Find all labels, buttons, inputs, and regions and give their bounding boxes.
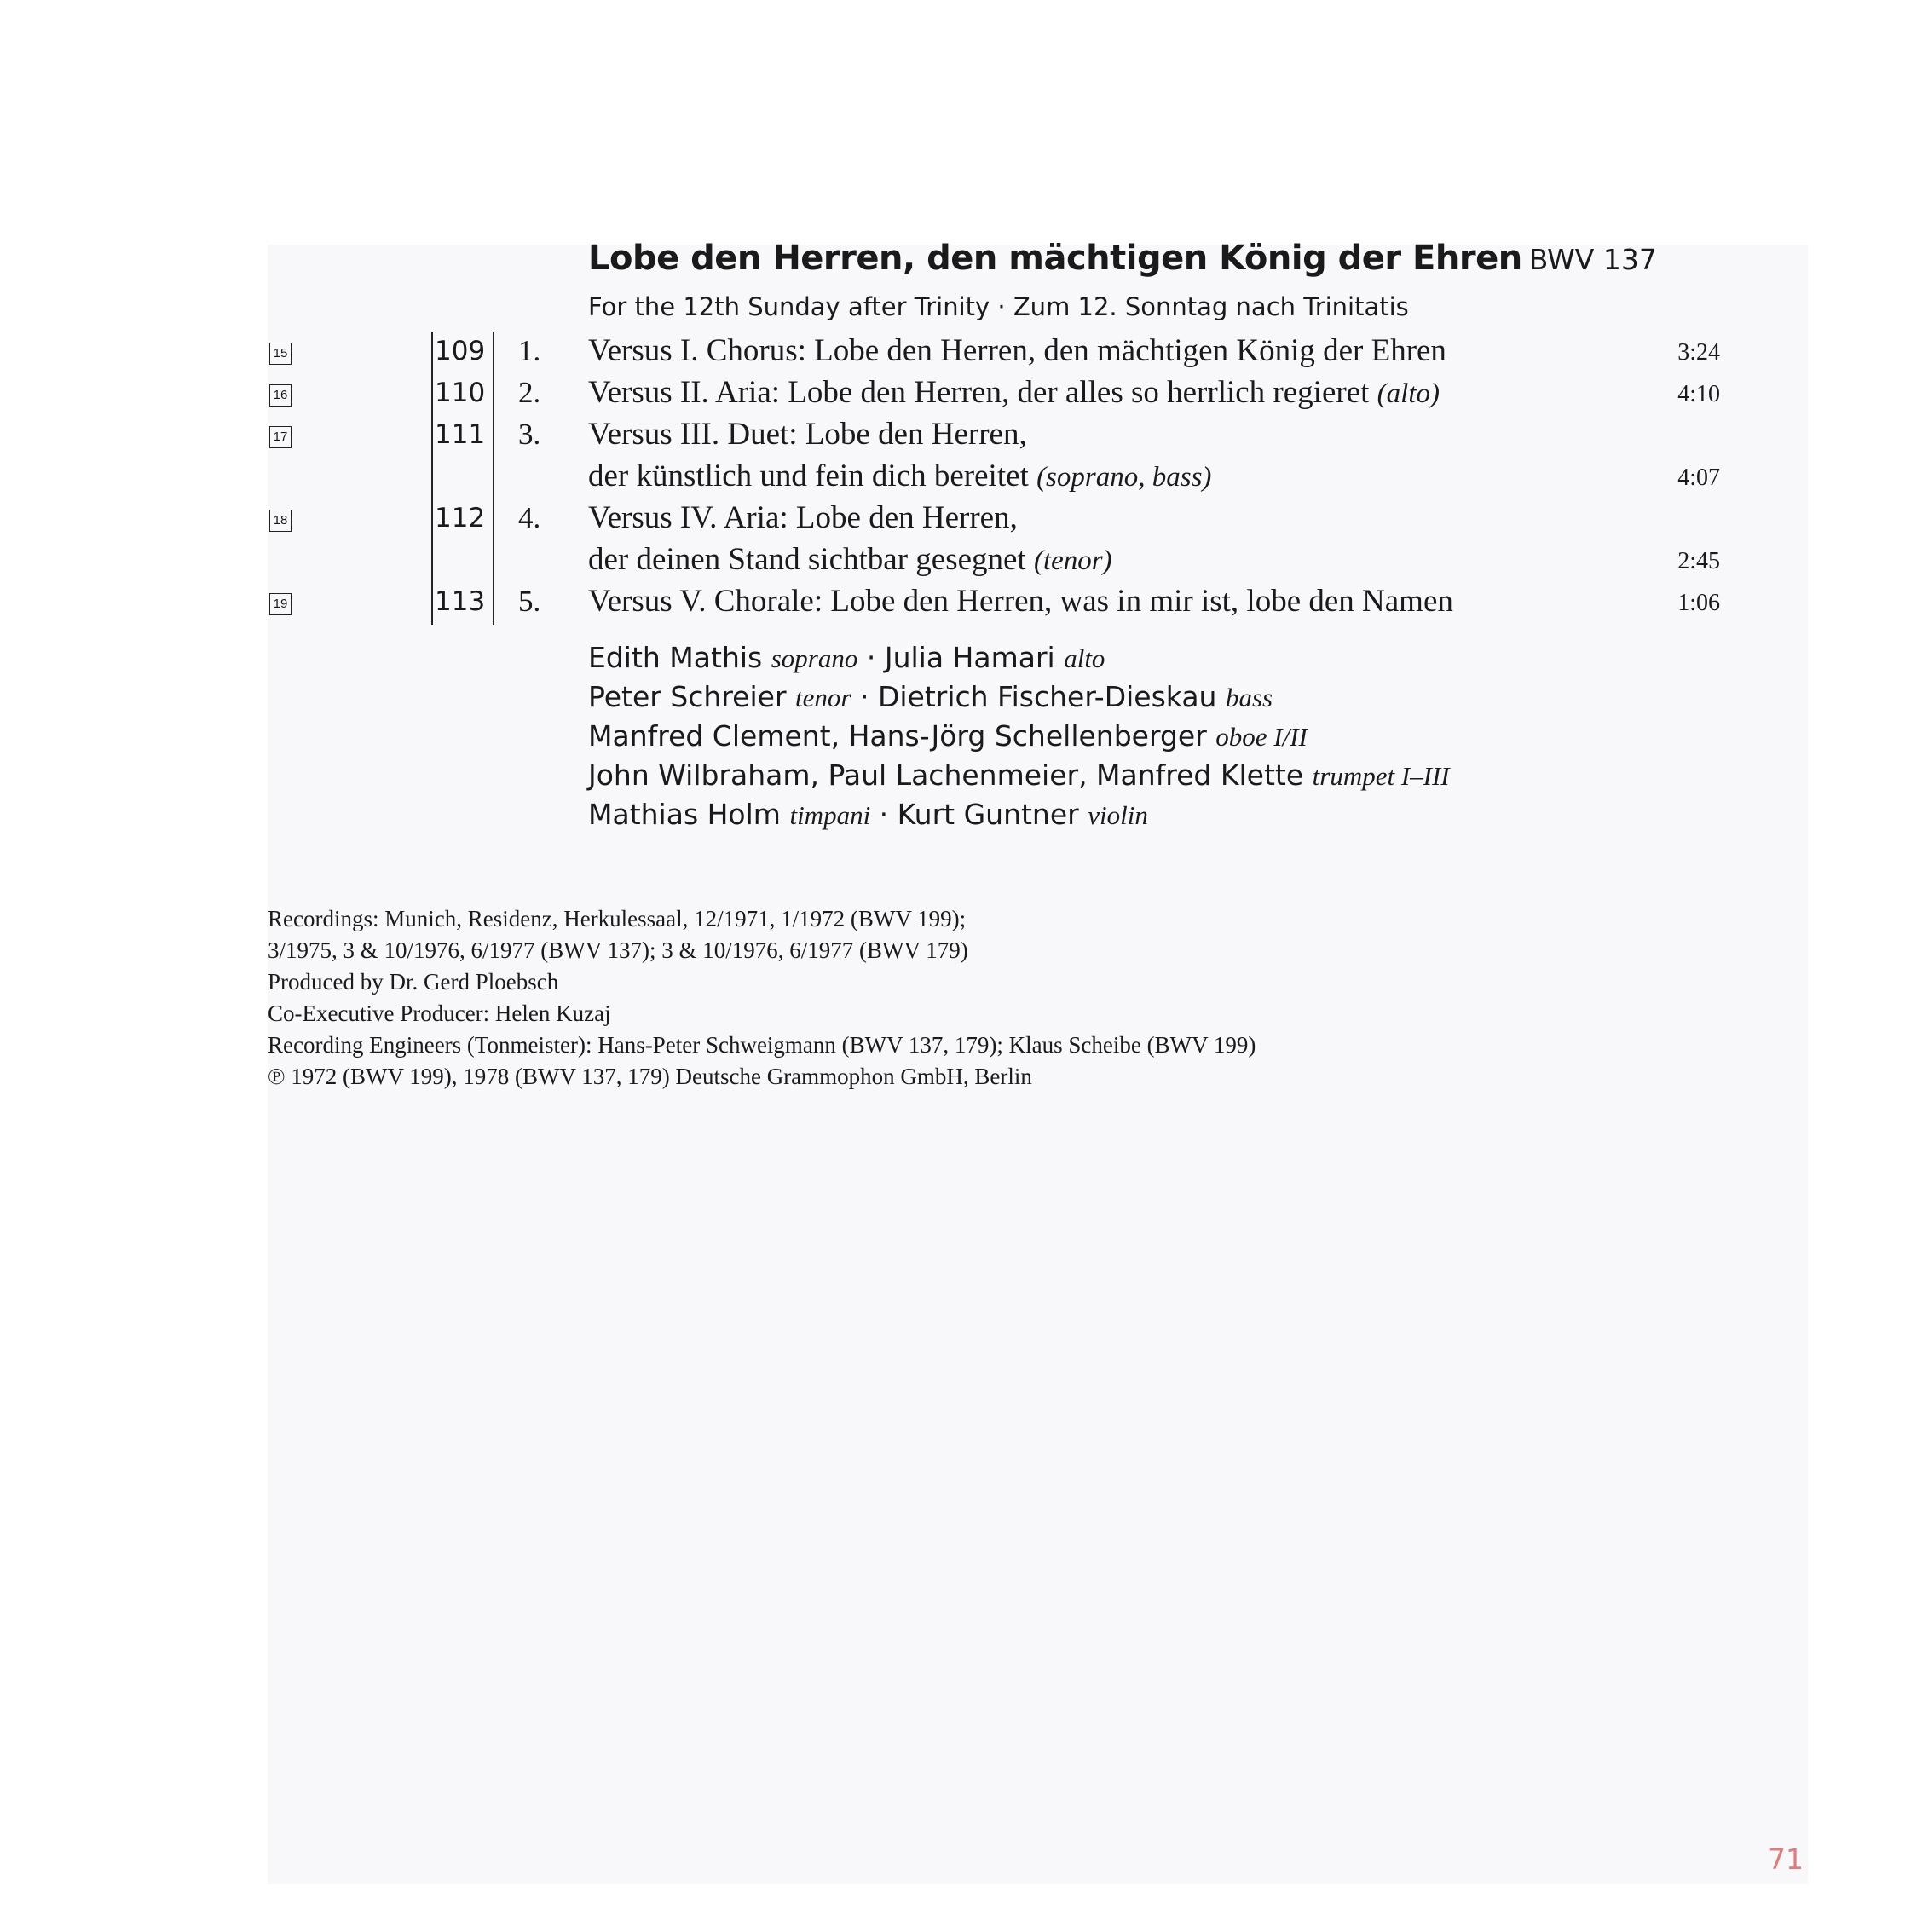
credit-line: 3/1975, 3 & 10/1976, 6/1977 (BWV 137); 3 & 10/1976, 6/1977 (BWV 179): [268, 937, 968, 963]
track-index: 112: [435, 503, 486, 533]
track-divider-right: [493, 332, 494, 374]
track-row: [0, 332, 1905, 374]
track-index: 110: [435, 378, 486, 408]
credit-line: Co-Executive Producer: Helen Kuzaj: [268, 1001, 611, 1026]
work-heading: [588, 239, 1657, 278]
track-index: 113: [435, 586, 486, 617]
performer-line: Peter Schreier tenor · Dietrich Fischer-Dieskau bass: [588, 680, 1273, 713]
movement-title: Versus IV. Aria: Lobe den Herren,: [588, 500, 1018, 535]
track-divider-left: [431, 332, 433, 374]
track-index: 111: [435, 419, 486, 450]
movement-title: Versus V. Chorale: Lobe den Herren, was in mir ist, lobe den Namen: [588, 584, 1453, 619]
movement-voice: (soprano, bass): [1036, 462, 1212, 493]
track-index: 109: [435, 336, 486, 366]
movement-duration: 2:45: [1677, 548, 1720, 574]
movement-title: Versus III. Duet: Lobe den Herren,: [588, 417, 1027, 452]
track-row-continued: [0, 458, 1905, 499]
movement-number: 5.: [518, 585, 541, 618]
movement-title: Versus I. Chorus: Lobe den Herren, den mächtigen König der Ehren: [588, 333, 1446, 368]
work-occasion: For the 12th Sunday after Trinity · Zum 12. Sonntag nach Trinitatis: [588, 292, 1409, 321]
movement-title: Versus II. Aria: Lobe den Herren, der alles so herrlich regieret (alto): [588, 375, 1440, 410]
movement-voice: (alto): [1377, 378, 1440, 409]
page-number: 71: [1768, 1843, 1804, 1876]
work-catalogue-number: BWV 137: [1528, 243, 1657, 276]
track-row: [0, 416, 1905, 458]
performer-line: John Wilbraham, Paul Lachenmeier, Manfred Klette trumpet I–III: [588, 758, 1450, 792]
cd-track-number: 15: [269, 343, 292, 365]
movement-title-line2: der künstlich und fein dich bereitet (soprano, bass): [588, 458, 1212, 493]
credit-line: Recordings: Munich, Residenz, Herkulessaal, 12/1971, 1/1972 (BWV 199);: [268, 906, 967, 931]
track-row-continued: [0, 541, 1905, 583]
track-divider-left: [431, 583, 433, 625]
movement-title-line2: der deinen Stand sichtbar gesegnet (tenor): [588, 542, 1112, 577]
movement-duration: 4:10: [1677, 381, 1720, 407]
movement-number: 1.: [518, 334, 541, 367]
credit-line: ℗ 1972 (BWV 199), 1978 (BWV 137, 179) Deutsche Grammophon GmbH, Berlin: [268, 1064, 1032, 1089]
cd-track-number: 16: [269, 384, 292, 407]
recording-credits: [268, 903, 1256, 1093]
performer-line: Manfred Clement, Hans-Jörg Schellenberger oboe I/II: [588, 719, 1308, 753]
track-row: [0, 499, 1905, 541]
movement-duration: 3:24: [1677, 339, 1720, 366]
cd-track-number: 17: [269, 426, 292, 448]
track-divider-right: [493, 583, 494, 625]
track-row: [0, 583, 1905, 625]
movement-duration: 4:07: [1677, 464, 1720, 491]
track-row: [0, 374, 1905, 416]
movement-voice: (tenor): [1033, 545, 1112, 576]
credit-line: Produced by Dr. Gerd Ploebsch: [268, 969, 559, 995]
movement-number: 4.: [518, 501, 541, 534]
performer-line: Edith Mathis soprano · Julia Hamari alto: [588, 641, 1105, 674]
work-title: Lobe den Herren, den mächtigen König der Ehren: [588, 239, 1522, 278]
cd-track-number: 18: [269, 510, 292, 532]
track-divider-right: [493, 374, 494, 416]
movement-number: 2.: [518, 376, 541, 409]
track-divider-left: [431, 374, 433, 416]
cd-track-number: 19: [269, 593, 292, 615]
performer-line: Mathias Holm timpani · Kurt Guntner violin: [588, 798, 1148, 831]
movement-number: 3.: [518, 418, 541, 451]
credit-line: Recording Engineers (Tonmeister): Hans-Peter Schweigmann (BWV 137, 179); Klaus Scheibe (BWV 199): [268, 1032, 1256, 1058]
movement-duration: 1:06: [1677, 590, 1720, 616]
